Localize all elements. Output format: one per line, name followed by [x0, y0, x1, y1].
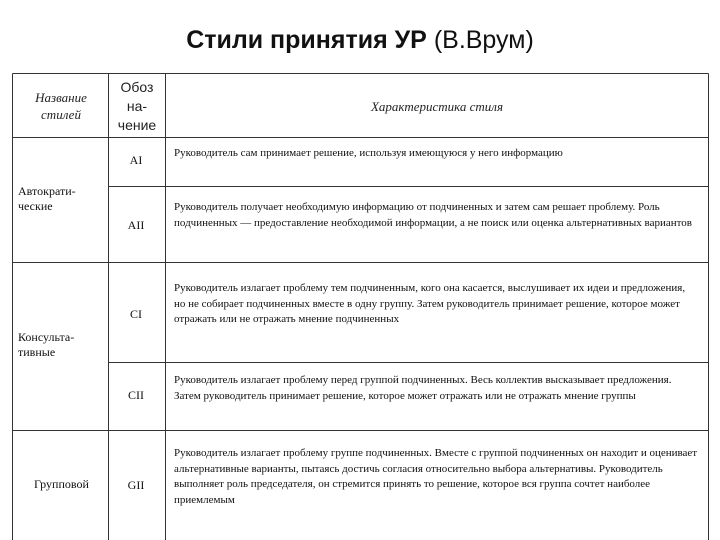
code-cii: CII [128, 388, 144, 402]
header-designation [109, 76, 165, 136]
group-label-line: ческие [18, 199, 53, 213]
code-aii: AII [127, 218, 145, 232]
header-style-name: Название стилей [35, 90, 87, 122]
header-characteristic: Характеристика стиля [370, 98, 504, 114]
header-designation-line: чение [117, 116, 157, 133]
code-gii: GII [127, 478, 145, 492]
group-label-line: Консульта- [18, 330, 75, 344]
code-ci: CI [130, 307, 142, 321]
title-main: Стили принятия УР [186, 26, 427, 54]
description-gii: Руководитель излагает проблему группе подчиненных. Вместе с группой подчиненных он находит и оценивает альтернативные варианты, пытаясь достичь согласия относительно выбора альтернативы. Руководитель выполняет роль председателя, он стремится принять то решение, которое вся группа сочтет наиболее приемлемым [174, 447, 698, 506]
code-ai: AI [129, 153, 143, 167]
description-ai: Руководитель сам принимает решение, используя имеющуюся у него информацию [174, 147, 563, 159]
group-consultative [18, 330, 110, 360]
description-aii: Руководитель получает необходимую информацию от подчиненных и затем сам решает проблему. Роль подчиненных — предоставление необходимой информации, а не поиск или оценка альтернативных вариантов [174, 201, 692, 229]
header-designation-line: Обоз [120, 78, 154, 95]
header-designation-line: на- [126, 97, 148, 114]
group-label-line: Автократи- [18, 184, 76, 198]
group-label-line: Групповой [34, 477, 89, 491]
group-autocratic [18, 184, 110, 214]
description-cii: Руководитель излагает проблему перед группой подчиненных. Весь коллектив высказывает предложения. Затем руководитель принимает решение, которое может отражать или не отражать мнение группы [174, 374, 672, 402]
title-author: (В.Врум) [433, 26, 534, 54]
group-label-line: тивные [18, 345, 56, 359]
description-ci: Руководитель излагает проблему тем подчиненным, кого она касается, выслушивает их идеи и предложения, но не собирает подчиненных вместе в одну группу. Затем руководитель принимает решение, которое может отражать или не отражать мнение подчиненных [174, 282, 686, 325]
